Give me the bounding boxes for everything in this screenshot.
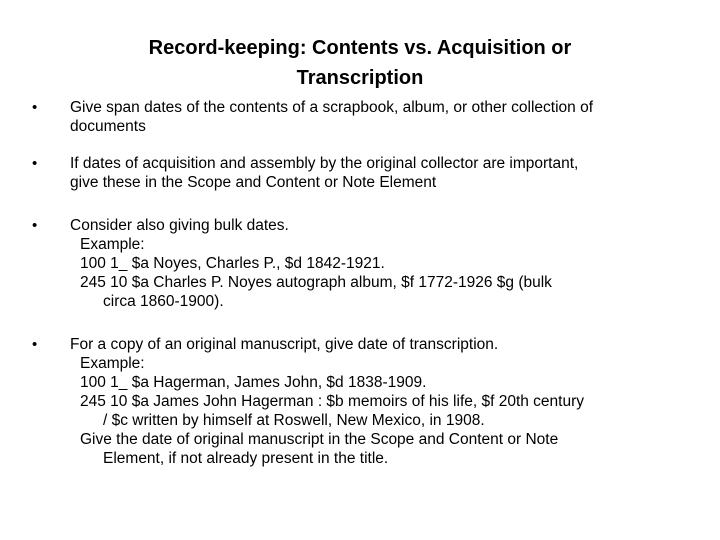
bullet-text [70,98,710,136]
slide-title-line-2: Transcription [296,67,424,89]
bullet-line: If dates of acquisition and assembly by the original collector are important, [70,155,579,172]
bullet-line: give these in the Scope and Content or Note Element [70,174,437,191]
bullet-line: documents [70,118,146,135]
bullet-marker: • [32,336,38,353]
marc-field-245-continued: / $c written by himself at Roswell, New Mexico, in 1908. [103,412,485,429]
bullet-text [70,154,710,192]
marc-field-245: 245 10 $a Charles P. Noyes autograph album, $f 1772-1926 $g (bulk [80,274,552,291]
bullet-line: For a copy of an original manuscript, give date of transcription. [70,336,499,353]
bullet-text [70,335,710,468]
marc-field-100: 100 1_ $a Hagerman, James John, $d 1838-1909. [80,374,427,391]
note-line-continued: Element, if not already present in the title. [103,450,389,467]
bullet-text [70,216,710,311]
marc-field-100: 100 1_ $a Noyes, Charles P., $d 1842-1921. [80,255,385,272]
marc-field-245-continued: circa 1860-1900). [103,293,224,310]
slide-title-line-1: Record-keeping: Contents vs. Acquisition or [148,37,572,59]
note-line: Give the date of original manuscript in the Scope and Content or Note [80,431,559,448]
bullet-line: Give span dates of the contents of a scrapbook, album, or other collection of [70,99,593,116]
slide-title [60,33,660,93]
bullet-marker: • [32,99,38,116]
bullet-marker: • [32,217,38,234]
example-label: Example: [80,355,145,372]
bullet-line: Consider also giving bulk dates. [70,217,289,234]
example-label: Example: [80,236,145,253]
marc-field-245: 245 10 $a James John Hagerman : $b memoirs of his life, $f 20th century [80,393,585,410]
bullet-marker: • [32,155,38,172]
